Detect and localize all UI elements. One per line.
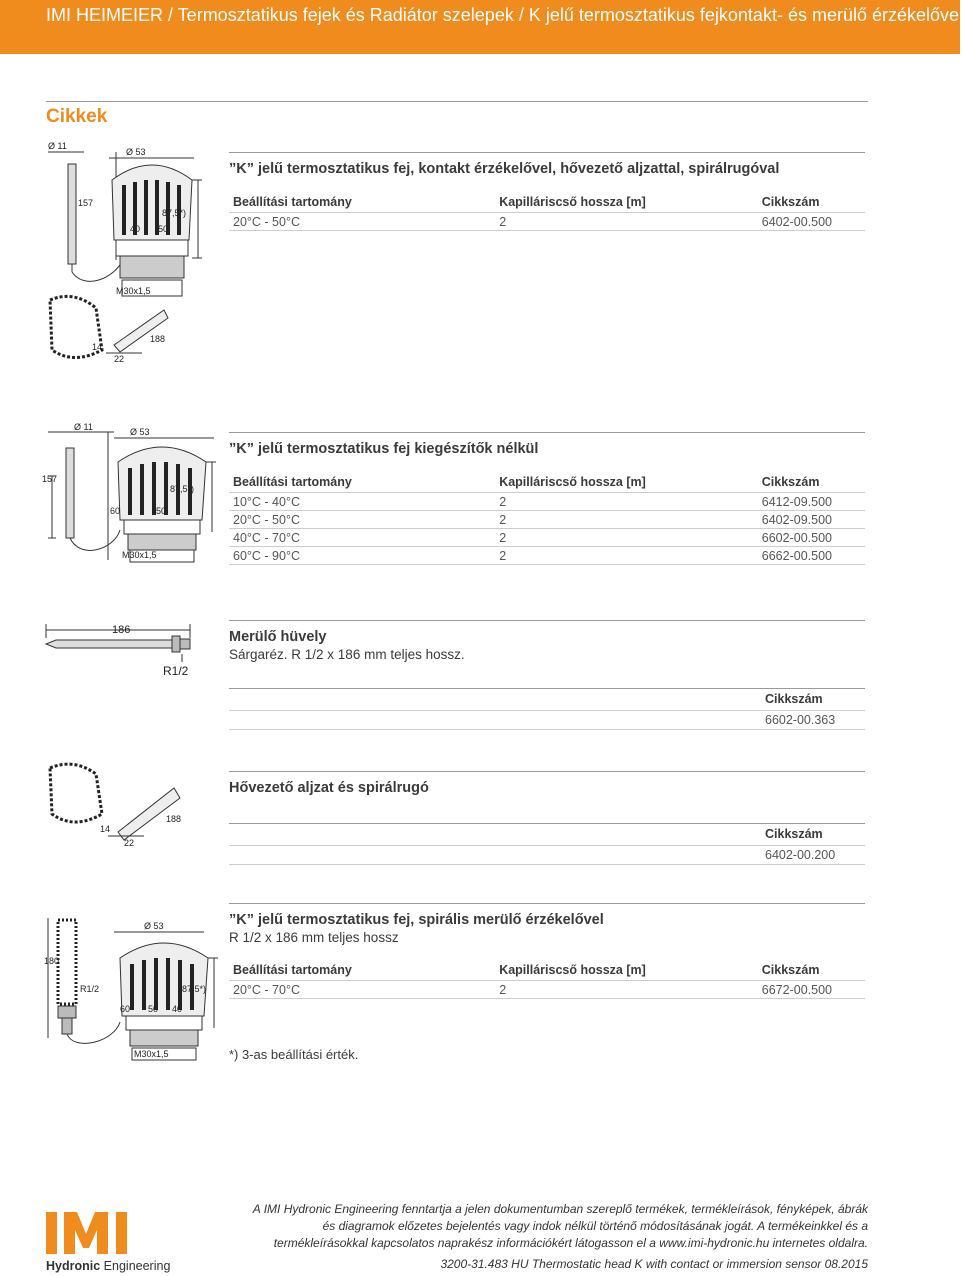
page-header (0, 0, 963, 54)
dim-thread: M30x1,5 (122, 550, 157, 560)
scale-50: 50 (148, 1004, 159, 1014)
dim-h875: 87,5*) (182, 984, 207, 994)
dim-w14: 14 (92, 342, 103, 352)
product-1-table (229, 191, 865, 231)
product-5-title: ”K” jelű termosztatikus fej, spirális merülő érzékelővel (229, 912, 604, 928)
table-row: 60°C - 90°C 2 6662-00.500 (229, 547, 865, 565)
product-4-drawing (44, 758, 224, 850)
table-row: 10°C - 40°C 2 6412-09.500 (229, 493, 865, 511)
col-range-header: Beállítási tartomány (229, 191, 495, 213)
section-title: Cikkek (46, 106, 108, 127)
dim-w14: 14 (100, 824, 111, 834)
col-article-header: Cikkszám (758, 191, 865, 213)
table-row: 20°C - 50°C 2 6402-00.500 (229, 213, 865, 231)
dim-h875: 87,5*) (170, 484, 195, 494)
product-1-drawing (44, 140, 224, 370)
dim-l186: 186 (112, 624, 131, 636)
product-3-drawing (44, 618, 224, 680)
footnote: *) 3-as beállítási érték. (229, 1047, 359, 1062)
dim-r12: R1/2 (80, 984, 100, 994)
footer-disclaimer: A IMI Hydronic Engineering fenntartja a jelen dokumentumban szereplő termékek, termékleírások, fényképek, ábrák és diagramok előzetes bejelentés vagy indok nélkül történő módosításának jogát. A termékeinkkel és a termékleírásokkal kapcsolatos naprakész információkért látogasson el a www.imi-hydronic.hu internetes oldalra. (252, 1202, 868, 1250)
scale-40: 40 (172, 1004, 183, 1014)
footer-code: 3200-31.483 HU Thermostatic head K with contact or immersion sensor 08.2015 (440, 1257, 868, 1271)
product-2 (229, 432, 865, 565)
scale-40: 40 (130, 224, 141, 234)
product-3-title: Merülő hüvely (229, 629, 327, 645)
scale-60: 60 (120, 1004, 131, 1014)
dim-d53: Ø 53 (126, 147, 146, 157)
col-capillary-header: Kapilláriscső hossza [m] (495, 191, 758, 213)
table-row: 20°C - 50°C 2 6402-09.500 (229, 511, 865, 529)
dim-r12: R1/2 (163, 664, 189, 678)
scale-50: 50 (156, 506, 167, 516)
imi-logo-icon (44, 1210, 140, 1256)
product-3-article: 6602-00.363 (229, 711, 865, 730)
table-row: 20°C - 70°C 2 6672-00.500 (229, 981, 865, 999)
product-4-article: 6402-00.200 (229, 846, 865, 865)
dim-l188: 188 (166, 814, 182, 824)
product-2-drawing (44, 420, 224, 570)
product-4: Hővezető aljzat és spirálrugó Cikkszám 6402-00.200 (229, 771, 865, 865)
dim-h180: 180 (44, 956, 60, 966)
dim-w22: 22 (124, 838, 135, 848)
product-3-desc: Sárgaréz. R 1/2 x 186 mm teljes hossz. (229, 647, 465, 662)
product-1 (229, 152, 865, 231)
product-5-desc: R 1/2 x 186 mm teljes hossz (229, 930, 399, 945)
dim-w22: 22 (114, 354, 125, 364)
product-5-drawing (44, 912, 224, 1070)
dim-h157: 157 (78, 198, 94, 208)
dim-d11: Ø 11 (74, 422, 93, 432)
section-divider (46, 101, 868, 102)
dim-l188: 188 (150, 334, 166, 344)
logo-subtitle: Hydronic Engineering (46, 1259, 171, 1273)
product-4-title: Hővezető aljzat és spirálrugó (229, 780, 429, 796)
dim-d53: Ø 53 (130, 427, 150, 437)
dim-thread: M30x1,5 (134, 1049, 169, 1059)
product-2-table: Beállítási tartomány Kapilláriscső hossza [m] Cikkszám 10°C - 40°C 2 6412-09.500 20°C - 50°C 2 6402-09.500 40°C - 70°C 2 6602-00.500 60°C - 90°C 2 6662-00.500 (229, 471, 865, 565)
dim-h157: 157 (42, 474, 58, 484)
dim-thread: M30x1,5 (116, 286, 151, 296)
product-2-title: ”K” jelű termosztatikus fej kiegészítők nélkül (229, 441, 539, 457)
scale-60: 60 (110, 506, 121, 516)
imi-logo (44, 1210, 140, 1261)
header-title: IMI HEIMEIER / Termosztatikus fejek és Radiátor szelepek / K jelű termosztatikus fejkontakt- és merülő érzékelővel (46, 5, 963, 25)
dim-d53: Ø 53 (144, 921, 164, 931)
dim-d11: Ø 11 (48, 141, 67, 151)
dim-h875: 87,5*) (162, 208, 187, 218)
product-3: Merülő hüvely Sárgaréz. R 1/2 x 186 mm teljes hossz. Cikkszám 6602-00.363 (229, 620, 865, 730)
product-1-title: ”K” jelű termosztatikus fej, kontakt érzékelővel, hővezető aljzattal, spirálrugóval (229, 161, 780, 177)
product-5-table: Beállítási tartomány Kapilláriscső hossza [m] Cikkszám 20°C - 70°C 2 6672-00.500 (229, 959, 865, 999)
scale-50: 50 (158, 224, 169, 234)
product-5 (229, 903, 865, 999)
table-row: 40°C - 70°C 2 6602-00.500 (229, 529, 865, 547)
